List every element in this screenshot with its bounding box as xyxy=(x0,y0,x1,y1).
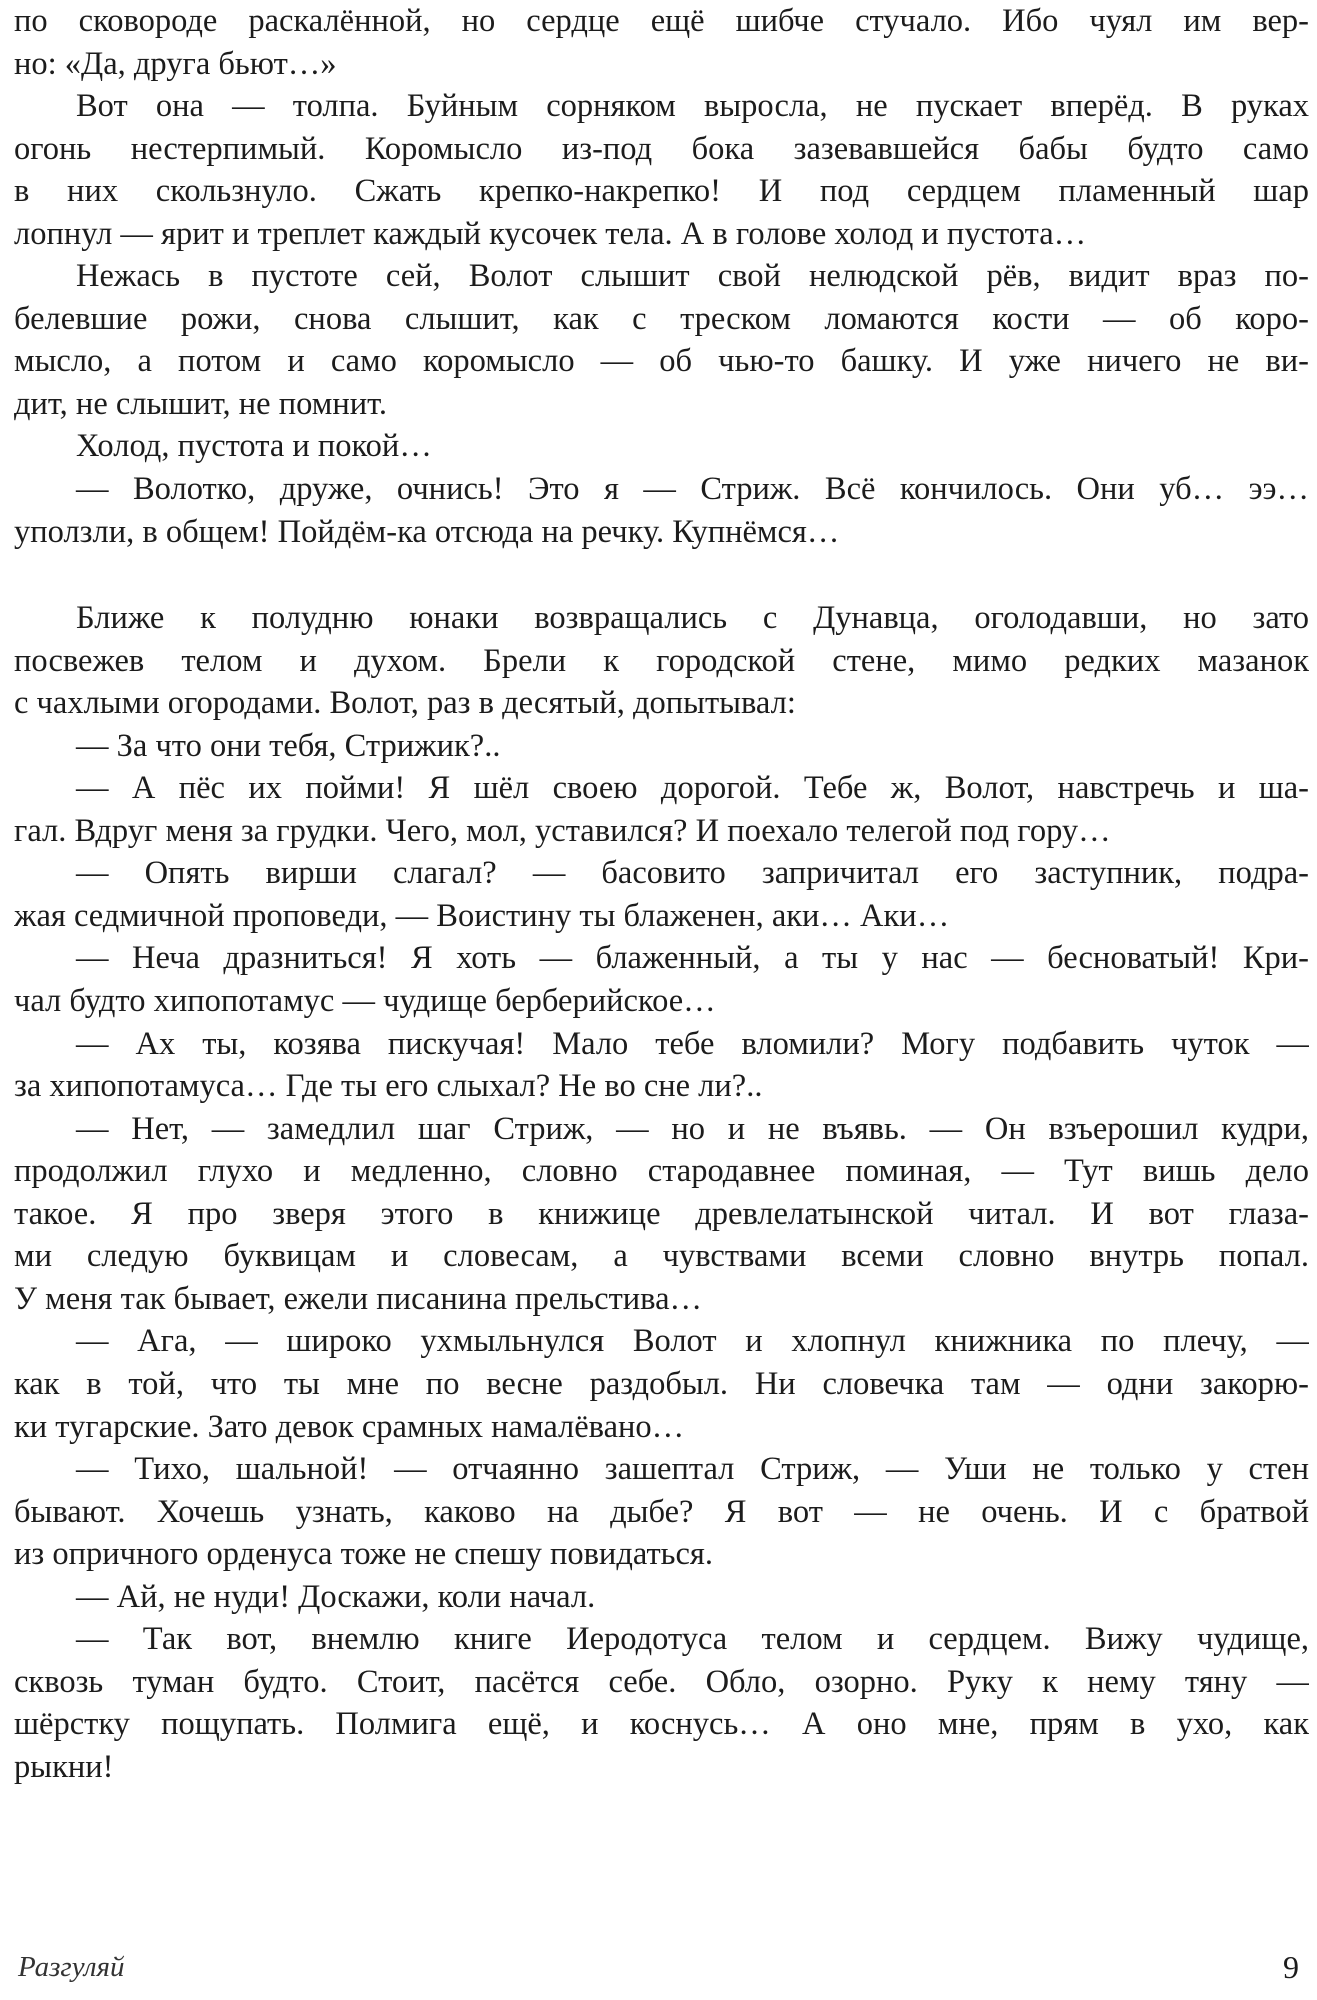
text-line: Вот она — толпа. Буйным сорняком выросла, не пускает вперёд. В руках xyxy=(76,88,1309,125)
text-line: ми следую буквицам и словесам, а чувствами всеми словно внутрь попал. xyxy=(14,1238,1309,1275)
text-line: ки тугарские. Зато девок срамных намалёвано… xyxy=(14,1408,685,1445)
text-line: — За что они тебя, Стрижик?.. xyxy=(76,727,501,764)
text-line: Ближе к полудню юнаки возвращались с Дунавца, оголодавши, но зато xyxy=(76,600,1309,637)
text-line: лопнул — ярит и треплет каждый кусочек тела. А в голове холод и пустота… xyxy=(14,215,1087,252)
text-line: продолжил глухо и медленно, словно стародавнее поминая, — Тут вишь дело xyxy=(14,1153,1309,1190)
text-line: рыкни! xyxy=(14,1748,114,1785)
body-text xyxy=(14,0,1309,1788)
text-line: — Опять вирши слагал? — басовито запричитал его заступник, подра- xyxy=(76,855,1309,892)
page-number: 9 xyxy=(1283,1948,1299,1985)
section-break xyxy=(14,553,1309,597)
text-line: посвежев телом и духом. Брели к городской стене, мимо редких мазанок xyxy=(14,642,1309,679)
text-line: — Волотко, друже, очнись! Это я — Стриж. Всё кончилось. Они уб… ээ… xyxy=(76,471,1309,508)
text-line: в них скользнуло. Сжать крепко-накрепко! И под сердцем пламенный шар xyxy=(14,173,1309,210)
text-line: — А пёс их пойми! Я шёл своею дорогой. Тебе ж, Волот, навстречь и ша- xyxy=(76,770,1309,807)
text-line: дит, не слышит, не помнит. xyxy=(14,385,387,422)
text-line: чал будто хипопотамус — чудище берберийское… xyxy=(14,983,716,1020)
text-line: но: «Да, друга бьют…» xyxy=(14,45,337,82)
text-line: гал. Вдруг меня за грудки. Чего, мол, уставился? И поехало телегой под гору… xyxy=(14,812,1111,849)
text-line: Нежась в пустоте сей, Волот слышит свой нелюдской рёв, видит враз по- xyxy=(76,258,1309,295)
page-footer xyxy=(18,1945,1299,1989)
text-line: Холод, пустота и покой… xyxy=(76,428,432,465)
text-line: шёрстку пощупать. Полмига ещё, и коснусь… А оно мне, прям в ухо, как xyxy=(14,1706,1309,1743)
text-line: — Ах ты, козява пискучая! Мало тебе вломили? Могу подбавить чуток — xyxy=(76,1025,1309,1062)
text-line: — Нет, — замедлил шаг Стриж, — но и не въявь. — Он взъерошил кудри, xyxy=(76,1110,1309,1147)
text-line: — Так вот, внемлю книге Иеродотуса телом и сердцем. Вижу чудище, xyxy=(76,1621,1309,1658)
text-line: бывают. Хочешь узнать, каково на дыбе? Я вот — не очень. И с братвой xyxy=(14,1493,1309,1530)
text-line: огонь нестерпимый. Коромысло из-под бока зазевавшейся бабы будто само xyxy=(14,130,1309,167)
text-line: — Неча дразниться! Я хоть — блаженный, а ты у нас — бесноватый! Кри- xyxy=(76,940,1309,977)
text-line: — Ага, — широко ухмыльнулся Волот и хлопнул книжника по плечу, — xyxy=(76,1323,1309,1360)
text-line: У меня так бывает, ежели писанина прельстива… xyxy=(14,1280,703,1317)
running-title: Разгуляй xyxy=(18,1950,125,1983)
text-line: уползли, в общем! Пойдём-ка отсюда на речку. Купнёмся… xyxy=(14,513,840,550)
text-line: из опричного орденуса тоже не спешу повидаться. xyxy=(14,1536,713,1573)
text-line: такое. Я про зверя этого в книжице древлелатынской читал. И вот глаза- xyxy=(14,1195,1309,1232)
text-line: белевшие рожи, снова слышит, как с треском ломаются кости — об коро- xyxy=(14,300,1309,337)
text-line: — Тихо, шальной! — отчаянно зашептал Стриж, — Уши не только у стен xyxy=(76,1451,1309,1488)
passage-bottom xyxy=(14,597,1309,1788)
text-line: сквозь туман будто. Стоит, пасётся себе. Обло, озорно. Руку к нему тяну — xyxy=(14,1663,1309,1700)
text-line: как в той, что ты мне по весне раздобыл. Ни словечка там — одни закорю- xyxy=(14,1365,1309,1402)
text-line: за хипопотамуса… Где ты его слыхал? Не во сне ли?.. xyxy=(14,1068,763,1105)
text-line: мысло, а потом и само коромысло — об чью-то башку. И уже ничего не ви- xyxy=(14,343,1309,380)
text-line: с чахлыми огородами. Волот, раз в десятый, допытывал: xyxy=(14,685,796,722)
text-line: жая седмичной проповеди, — Воистину ты блаженен, аки… Аки… xyxy=(14,897,950,934)
text-line: — Ай, не нуди! Доскажи, коли начал. xyxy=(76,1578,596,1615)
text-line: по сковороде раскалённой, но сердце ещё шибче стучало. Ибо чуял им вер- xyxy=(14,3,1309,39)
passage-top xyxy=(14,0,1309,553)
